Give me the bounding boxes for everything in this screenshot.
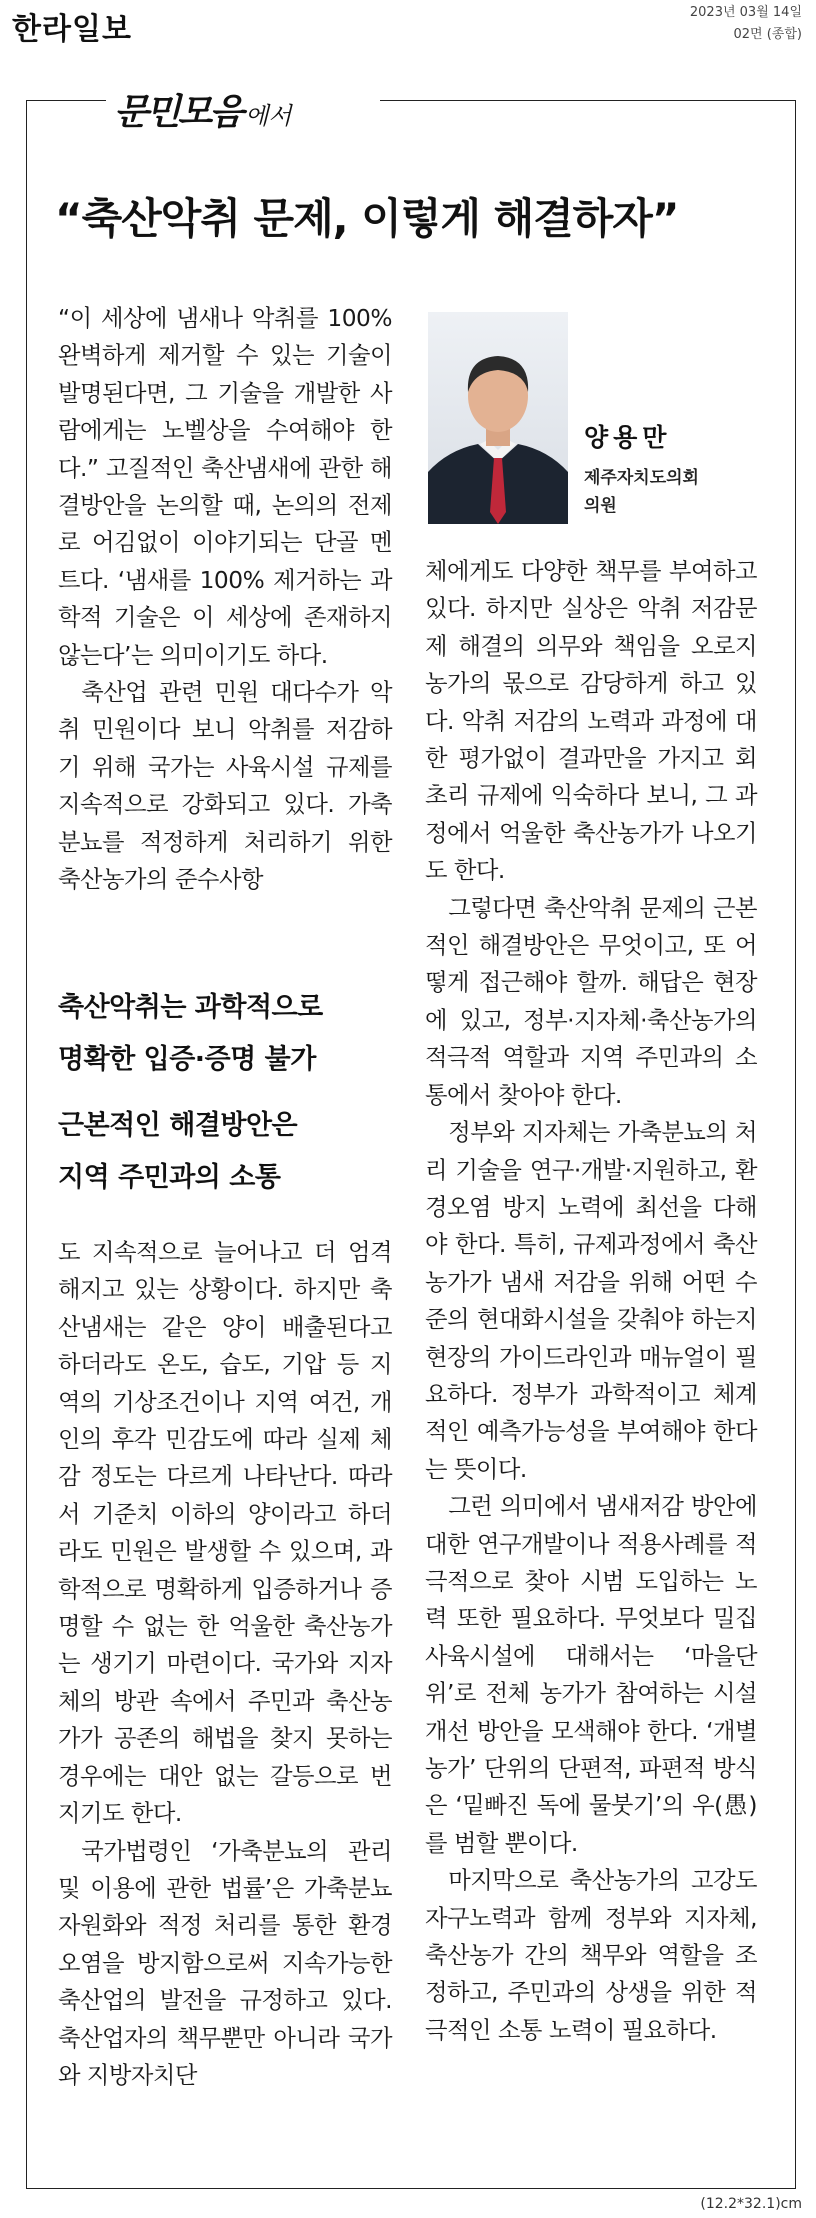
publication-date: 2023년 03월 14일 bbox=[689, 5, 802, 20]
paragraph: 정부와 지자체는 가축분뇨의 처리 기술을 연구·개발·지원하고, 환경오염 방지 노력에 최선을 다해야 한다. 특히, 규제과정에서 축산농가가 냄새 저감을 위해 어떤 수준의 현대화시설을 갖춰야 하는지 현장의 가이드라인과 매뉴얼이 필요하다. 정부가 과학적이고 체계적인 예측가능성을 부여해야 한다는 뜻이다. bbox=[425, 1119, 757, 1483]
frame-top-rule-left bbox=[26, 100, 106, 101]
paragraph: 체에게도 다양한 책무를 부여하고 있다. 하지만 실상은 악취 저감문제 해결의 의무와 책임을 오로지 농가의 몫으로 감당하게 하고 있다. 악취 저감의 노력과 과정에 대한 평가없이 결과만을 가지고 회초리 규제에 익숙하다 보니, 그 과정에서 억울한 축산농가가 나오기도 한다. bbox=[425, 558, 757, 885]
author-photo bbox=[428, 312, 568, 524]
publication-meta bbox=[690, 2, 802, 46]
author-info bbox=[584, 418, 699, 520]
subheadings bbox=[58, 982, 392, 1204]
author-organization: 제주자치도의회 bbox=[584, 468, 699, 488]
author-affiliation bbox=[584, 464, 699, 520]
author-portrait-illustration bbox=[428, 312, 568, 524]
section-logo bbox=[108, 84, 297, 135]
paragraph: 축산업 관련 민원 대다수가 악취 민원이다 보니 악취를 저감하기 위해 국가는 사육시설 규제를 지속적으로 강화되고 있다. 가축분뇨를 적정하게 처리하기 위한 축산농가의 준수사항 bbox=[58, 679, 392, 894]
subheading: 축산악취는 과학적으로 bbox=[58, 992, 323, 1023]
column-1-top bbox=[58, 300, 392, 899]
page-number: 02면 (종합) bbox=[733, 27, 802, 42]
paragraph: 국가법령인 ‘가축분뇨의 관리 및 이용에 관한 법률’은 가축분뇨 자원화와 적정 처리를 통한 환경오염을 방지함으로써 지속가능한 축산업의 발전을 규정하고 있다. 축산업자의 책무뿐만 아니라 국가와 지방자치단 bbox=[58, 1837, 392, 2089]
paragraph: 그렇다면 축산악취 문제의 근본적인 해결방안은 무엇이고, 또 어떻게 접근해야 할까. 해답은 현장에 있고, 정부·지자체·축산농가의 적극적 역할과 지역 주민과의 소통에서 찾아야 한다. bbox=[425, 894, 757, 1109]
subheading: 명확한 입증·증명 불가 bbox=[58, 1044, 316, 1075]
frame-top-rule-right bbox=[380, 100, 795, 101]
subheading: 근본적인 해결방안은 bbox=[58, 1110, 298, 1141]
section-logo-suffix: 에서 bbox=[245, 102, 292, 130]
paragraph: 도 지속적으로 늘어나고 더 엄격해지고 있는 상황이다. 하지만 축산냄새는 같은 양이 배출된다고 하더라도 온도, 습도, 기압 등 지역의 기상조건이나 지역 여건, 개인의 후각 민감도에 따라 실제 체감 정도는 다르게 나타난다. 따라서 기준치 이하의 양이라고 하더라도 민원은 발생할 수 있으며, 과학적으로 명확하게 입증하거나 증명할 수 없는 한 억울한 축산농가는 생기기 마련이다. 국가와 지자체의 방관 속에서 주민과 축산농가가 공존의 해법을 찾지 못하는 경우에는 대안 없는 갈등으로 번지기도 한다. bbox=[58, 1239, 392, 1828]
newspaper-masthead: 한라일보 bbox=[12, 12, 132, 47]
paragraph: 마지막으로 축산농가의 고강도 자구노력과 함께 정부와 지자체, 축산농가 간의 책무와 역할을 조정하고, 주민과의 상생을 위한 적극적인 소통 노력이 필요하다. bbox=[425, 1867, 757, 2044]
author-name: 양용만 bbox=[584, 423, 672, 452]
section-logo-text: 문민모음 bbox=[114, 92, 242, 133]
subheading: 지역 주민과의 소통 bbox=[58, 1162, 281, 1193]
paragraph: 그런 의미에서 냄새저감 방안에 대한 연구개발이나 적용사례를 적극적으로 찾아 시범 도입하는 노력 또한 필요하다. 무엇보다 밀집사육시설에 대해서는 ‘마을단위’로 전체 농가가 참여하는 시설 개선 방안을 모색해야 한다. ‘개별농가’ 단위의 단편적, 파편적 방식은 ‘밑빠진 독에 물붓기’의 우(愚)를 범할 뿐이다. bbox=[425, 1493, 757, 1857]
article-size-note: (12.2*32.1)cm bbox=[700, 2196, 802, 2212]
column-2 bbox=[425, 553, 757, 2049]
author-role: 의원 bbox=[584, 496, 617, 516]
article-headline: “축산악취 문제, 이렇게 해결하자” bbox=[55, 194, 679, 243]
column-1-bottom bbox=[58, 1234, 392, 2094]
paragraph: “이 세상에 냄새나 악취를 100% 완벽하게 제거할 수 있는 기술이 발명된다면, 그 기술을 개발한 사람에게는 노벨상을 수여해야 한다.” 고질적인 축산냄새에 관한 해결방안을 논의할 때, 논의의 전제로 어김없이 이야기되는 단골 멘트다. ‘냄새를 100% 제거하는 과학적 기술은 이 세상에 존재하지 않는다’는 의미이기도 하다. bbox=[58, 305, 392, 669]
